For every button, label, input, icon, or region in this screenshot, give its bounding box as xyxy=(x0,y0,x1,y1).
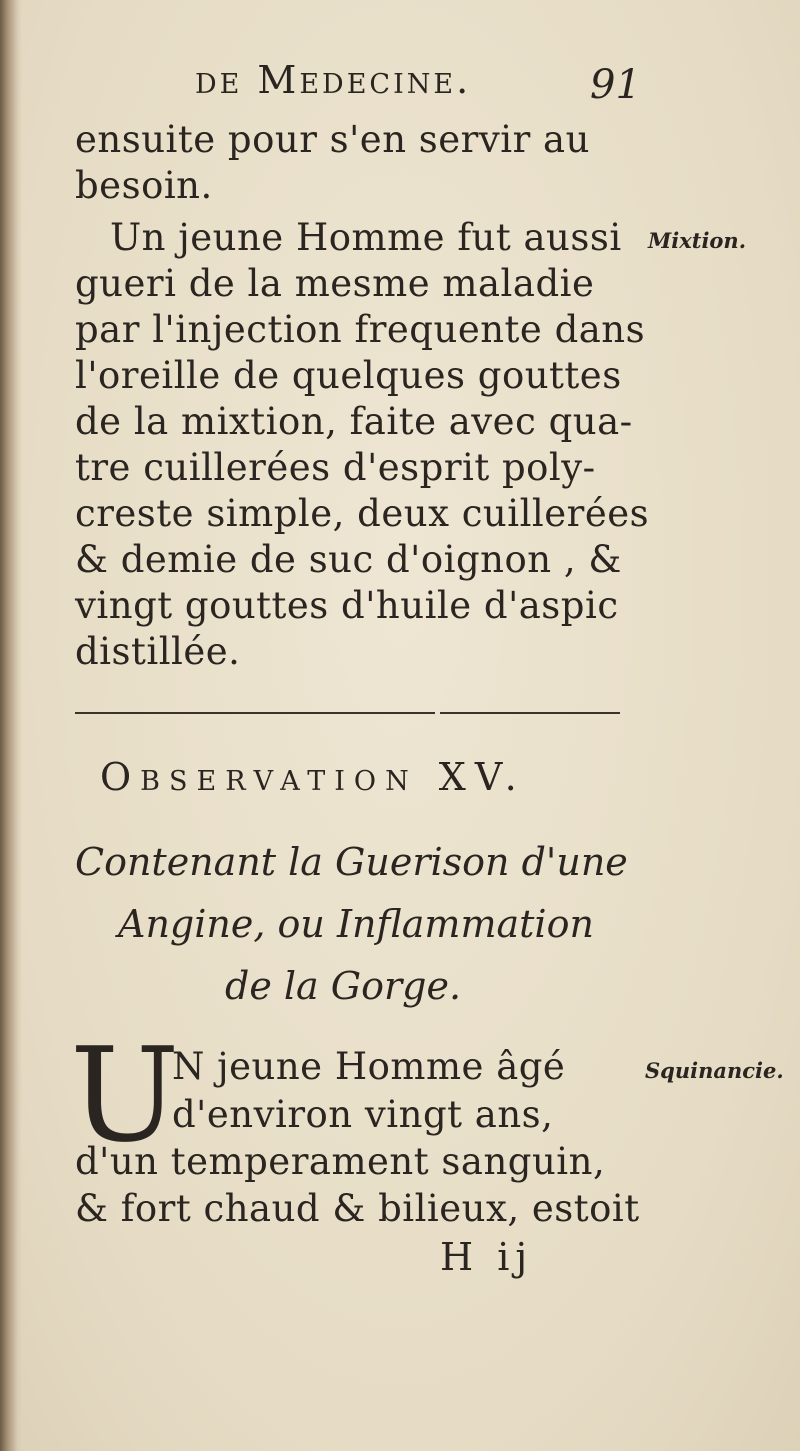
section-rule-right xyxy=(440,712,620,714)
text-line: vingt gouttes d'huile d'aspic xyxy=(75,584,619,627)
text-line: N jeune Homme âgé xyxy=(172,1045,566,1088)
observation-subtitle-line: Contenant la Guerison d'une xyxy=(75,840,628,884)
text-line: & demie de suc d'oignon , & xyxy=(75,538,622,581)
text-line: d'un temperament sanguin, xyxy=(75,1140,606,1183)
text-line: creste simple, deux cuillerées xyxy=(75,492,650,535)
text-line: & fort chaud & bilieux, estoit xyxy=(75,1187,640,1230)
text-line: gueri de la mesme maladie xyxy=(75,262,595,305)
drop-cap: U xyxy=(70,1019,180,1171)
text-line: besoin. xyxy=(75,164,213,207)
text-line: tre cuillerées d'esprit poly- xyxy=(75,446,596,489)
observation-subtitle-line: Angine, ou Inflammation xyxy=(118,902,594,946)
margin-note-squinancie: Squinancie. xyxy=(645,1058,784,1083)
page-number: 91 xyxy=(590,62,641,108)
text-line: d'environ vingt ans, xyxy=(172,1093,554,1136)
text-line: de la mixtion, faite avec qua- xyxy=(75,400,633,443)
observation-subtitle-line: de la Gorge. xyxy=(225,964,462,1008)
running-header: de Medecine. xyxy=(195,58,472,102)
text-line: Un jeune Homme fut aussi xyxy=(110,216,622,259)
book-spine-shadow xyxy=(0,0,22,1451)
margin-note-mixtion: Mixtion. xyxy=(648,228,747,253)
text-line: par l'injection frequente dans xyxy=(75,308,646,351)
observation-title: Observation XV. xyxy=(100,755,526,799)
text-line: ensuite pour s'en servir au xyxy=(75,118,590,161)
text-line: l'oreille de quelques gouttes xyxy=(75,354,622,397)
section-rule-left xyxy=(75,712,435,714)
signature-mark: H ij xyxy=(440,1235,534,1279)
text-line: distillée. xyxy=(75,630,241,673)
